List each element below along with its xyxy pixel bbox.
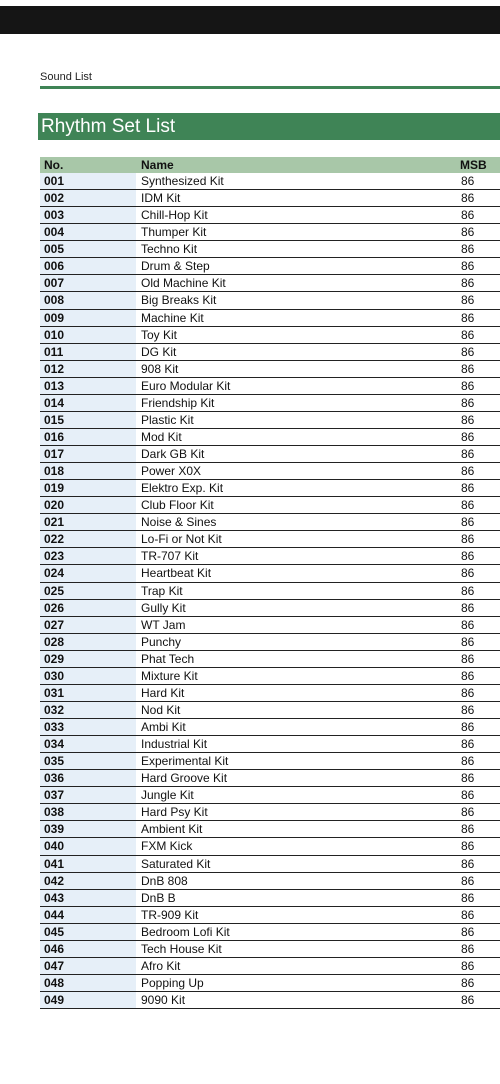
cell-number: 008 [40, 292, 136, 308]
cell-name: Industrial Kit [141, 737, 208, 752]
title-band [38, 113, 500, 140]
cell-msb: 86 [461, 361, 475, 376]
top-bar [0, 6, 500, 34]
table-row [40, 583, 500, 600]
table-row [40, 634, 500, 651]
cell-name: Thumper Kit [141, 225, 207, 240]
cell-name: Experimental Kit [141, 754, 229, 769]
cell-number: 039 [40, 821, 136, 837]
table-row [40, 856, 500, 873]
cell-number: 016 [40, 429, 136, 445]
cell-msb: 86 [461, 907, 475, 922]
cell-msb: 86 [461, 276, 475, 291]
table-row [40, 531, 500, 548]
table-row [40, 804, 500, 821]
cell-number: 005 [40, 241, 136, 257]
cell-number: 007 [40, 275, 136, 291]
cell-msb: 86 [461, 481, 475, 496]
cell-number: 049 [40, 992, 136, 1008]
table-row [40, 190, 500, 207]
table-row [40, 480, 500, 497]
cell-msb: 86 [461, 993, 475, 1007]
table-row [40, 617, 500, 634]
table-row [40, 924, 500, 941]
cell-number: 014 [40, 395, 136, 411]
cell-number: 024 [40, 565, 136, 581]
cell-name: Afro Kit [141, 958, 181, 973]
cell-name: Toy Kit [141, 327, 178, 342]
cell-msb: 86 [461, 856, 475, 871]
cell-msb: 86 [461, 720, 475, 734]
cell-name: TR-707 Kit [141, 549, 199, 564]
cell-name: Chill-Hop Kit [141, 208, 208, 223]
table-row [40, 890, 500, 907]
table-row [40, 173, 500, 190]
cell-number: 045 [40, 924, 136, 940]
table-row [40, 770, 500, 787]
cell-msb: 86 [461, 191, 475, 206]
rhythm-set-table [40, 157, 500, 1009]
cell-msb: 86 [461, 242, 475, 257]
cell-name: Dark GB Kit [141, 447, 205, 461]
cell-msb: 86 [461, 788, 475, 803]
cell-number: 036 [40, 770, 136, 786]
table-row [40, 327, 500, 344]
table-row [40, 310, 500, 327]
cell-number: 048 [40, 975, 136, 991]
page-title: Rhythm Set List [41, 116, 176, 137]
cell-msb: 86 [461, 532, 475, 547]
cell-msb: 86 [461, 310, 475, 325]
cell-number: 015 [40, 412, 136, 428]
table-row [40, 873, 500, 890]
cell-number: 041 [40, 856, 136, 872]
table-row [40, 907, 500, 924]
cell-msb: 86 [461, 174, 475, 188]
table-row [40, 719, 500, 736]
cell-msb: 86 [461, 924, 475, 939]
cell-number: 040 [40, 838, 136, 854]
cell-number: 010 [40, 327, 136, 343]
cell-msb: 86 [461, 464, 475, 479]
column-header-no: No. [44, 158, 64, 172]
cell-name: Power X0X [141, 464, 202, 479]
cell-name: Machine Kit [141, 310, 204, 325]
cell-number: 026 [40, 600, 136, 616]
column-header-msb: MSB [460, 158, 487, 172]
cell-msb: 86 [461, 941, 475, 956]
cell-number: 012 [40, 361, 136, 377]
cell-name: Punchy [141, 634, 182, 649]
table-row [40, 429, 500, 446]
cell-msb: 86 [461, 498, 475, 513]
cell-number: 013 [40, 378, 136, 394]
cell-number: 046 [40, 941, 136, 957]
cell-msb: 86 [461, 839, 475, 854]
cell-number: 029 [40, 651, 136, 667]
cell-msb: 86 [461, 737, 475, 752]
cell-number: 006 [40, 258, 136, 274]
cell-name: Ambient Kit [141, 822, 203, 837]
table-row [40, 600, 500, 617]
cell-name: FXM Kick [141, 839, 193, 854]
table-row [40, 821, 500, 838]
table-row [40, 344, 500, 361]
table-row [40, 702, 500, 719]
cell-msb: 86 [461, 344, 475, 359]
cell-name: Jungle Kit [141, 788, 194, 803]
cell-number: 042 [40, 873, 136, 889]
cell-number: 019 [40, 480, 136, 496]
cell-name: Nod Kit [141, 702, 181, 717]
cell-name: Phat Tech [141, 651, 195, 666]
table-row [40, 224, 500, 241]
cell-name: Saturated Kit [141, 856, 211, 871]
cell-number: 044 [40, 907, 136, 923]
cell-name: 908 Kit [141, 361, 179, 376]
cell-name: TR-909 Kit [141, 907, 199, 922]
cell-msb: 86 [461, 583, 475, 598]
table-row [40, 514, 500, 531]
cell-name: Tech House Kit [141, 941, 222, 956]
cell-number: 009 [40, 310, 136, 326]
cell-msb: 86 [461, 685, 475, 700]
table-row [40, 838, 500, 855]
table-row [40, 275, 500, 292]
table-row [40, 787, 500, 804]
cell-msb: 86 [461, 225, 475, 240]
cell-name: Drum & Step [141, 259, 210, 274]
cell-number: 017 [40, 446, 136, 462]
cell-msb: 86 [461, 873, 475, 888]
cell-number: 020 [40, 497, 136, 513]
cell-name: Friendship Kit [141, 395, 215, 410]
cell-name: WT Jam [141, 617, 186, 632]
table-row [40, 958, 500, 975]
cell-number: 025 [40, 583, 136, 599]
cell-number: 028 [40, 634, 136, 650]
column-header-name: Name [141, 158, 174, 172]
cell-number: 027 [40, 617, 136, 633]
table-row [40, 361, 500, 378]
cell-msb: 86 [461, 890, 475, 905]
cell-name: Gully Kit [141, 600, 186, 615]
table-row [40, 395, 500, 412]
table-row [40, 941, 500, 958]
cell-number: 018 [40, 463, 136, 479]
table-row [40, 736, 500, 753]
cell-number: 043 [40, 890, 136, 906]
cell-name: Techno Kit [141, 242, 198, 257]
table-row [40, 651, 500, 668]
cell-name: Mixture Kit [141, 668, 198, 683]
cell-name: Ambi Kit [141, 720, 186, 734]
cell-name: Euro Modular Kit [141, 378, 231, 393]
cell-number: 011 [40, 344, 136, 360]
cell-name: Hard Psy Kit [141, 805, 208, 820]
cell-name: Big Breaks Kit [141, 293, 217, 308]
cell-msb: 86 [461, 515, 475, 530]
table-row [40, 565, 500, 582]
cell-msb: 86 [461, 771, 475, 786]
cell-number: 033 [40, 719, 136, 735]
cell-msb: 86 [461, 600, 475, 615]
cell-number: 032 [40, 702, 136, 718]
cell-number: 003 [40, 207, 136, 223]
cell-msb: 86 [461, 412, 475, 427]
cell-name: Noise & Sines [141, 515, 217, 530]
cell-number: 030 [40, 668, 136, 684]
cell-number: 001 [40, 173, 136, 189]
cell-msb: 86 [461, 975, 475, 990]
cell-msb: 86 [461, 702, 475, 717]
table-row [40, 207, 500, 224]
cell-msb: 86 [461, 447, 475, 461]
cell-name: IDM Kit [141, 191, 181, 206]
cell-number: 004 [40, 224, 136, 240]
table-row [40, 548, 500, 565]
table-row [40, 463, 500, 480]
section-label: Sound List [40, 71, 92, 83]
cell-name: Lo-Fi or Not Kit [141, 532, 222, 547]
table-header [40, 157, 500, 173]
table-row [40, 446, 500, 463]
cell-msb: 86 [461, 651, 475, 666]
table-body [40, 173, 500, 1009]
cell-msb: 86 [461, 549, 475, 564]
cell-name: DnB 808 [141, 873, 188, 888]
cell-name: Old Machine Kit [141, 276, 226, 291]
table-row [40, 668, 500, 685]
table-row [40, 975, 500, 992]
cell-msb: 86 [461, 395, 475, 410]
cell-msb: 86 [461, 805, 475, 820]
cell-name: DG Kit [141, 344, 177, 359]
cell-number: 023 [40, 548, 136, 564]
cell-msb: 86 [461, 208, 475, 223]
table-row [40, 258, 500, 275]
section-divider [40, 86, 500, 89]
cell-name: Hard Groove Kit [141, 771, 228, 786]
cell-name: Heartbeat Kit [141, 566, 212, 581]
cell-name: Trap Kit [141, 583, 183, 598]
cell-number: 022 [40, 531, 136, 547]
cell-number: 002 [40, 190, 136, 206]
cell-name: Club Floor Kit [141, 498, 214, 513]
cell-msb: 86 [461, 754, 475, 769]
table-row [40, 753, 500, 770]
cell-msb: 86 [461, 668, 475, 683]
cell-msb: 86 [461, 958, 475, 973]
table-row [40, 992, 500, 1009]
table-row [40, 412, 500, 429]
cell-name: Bedroom Lofi Kit [141, 924, 230, 939]
cell-number: 031 [40, 685, 136, 701]
cell-msb: 86 [461, 617, 475, 632]
cell-msb: 86 [461, 259, 475, 274]
table-row [40, 241, 500, 258]
cell-msb: 86 [461, 293, 475, 308]
cell-name: Popping Up [141, 975, 204, 990]
cell-msb: 86 [461, 429, 475, 444]
cell-name: Hard Kit [141, 685, 185, 700]
cell-msb: 86 [461, 634, 475, 649]
cell-number: 035 [40, 753, 136, 769]
cell-name: DnB B [141, 890, 176, 905]
cell-number: 047 [40, 958, 136, 974]
cell-name: Elektro Exp. Kit [141, 481, 224, 496]
cell-msb: 86 [461, 327, 475, 342]
cell-name: Plastic Kit [141, 412, 194, 427]
cell-msb: 86 [461, 822, 475, 837]
table-row [40, 378, 500, 395]
cell-number: 038 [40, 804, 136, 820]
cell-name: 9090 Kit [141, 993, 186, 1007]
cell-name: Synthesized Kit [141, 174, 224, 188]
table-row [40, 685, 500, 702]
cell-number: 037 [40, 787, 136, 803]
cell-number: 021 [40, 514, 136, 530]
cell-msb: 86 [461, 566, 475, 581]
table-row [40, 292, 500, 309]
cell-number: 034 [40, 736, 136, 752]
table-row [40, 497, 500, 514]
cell-msb: 86 [461, 378, 475, 393]
cell-name: Mod Kit [141, 429, 182, 444]
